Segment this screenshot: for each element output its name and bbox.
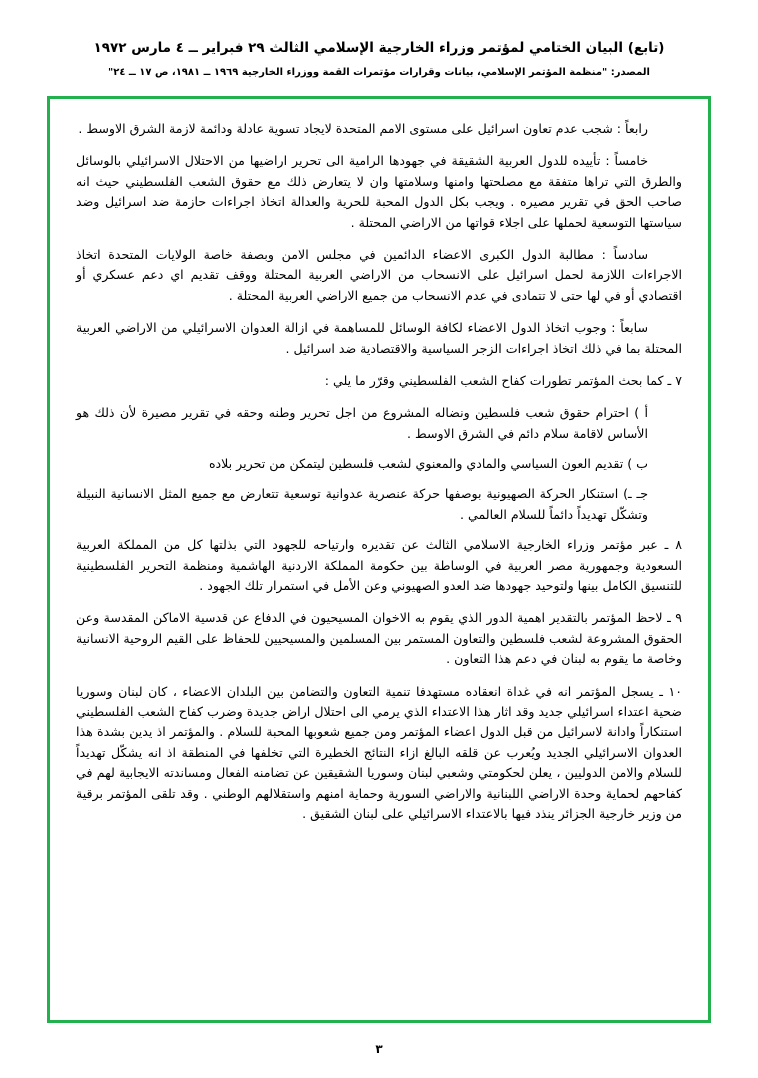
paragraph-sadisan: سادساً : مطالبة الدول الكبرى الاعضاء الدائمين في مجلس الامن وبصفة خاصة الولايات المتحدة اتخاذ الاجراءات اللازمة لحمل اسرائيل على الانسحاب من الاراضي العربية المحتلة ووقف تقديم اي دعم عسكري أو اقتصادي أو في لها حتى لا تتمادى في عدم الانسحاب من جميع الاراضي العربية المحتلة .: [76, 246, 682, 303]
paragraph-item-9: ٩ ـ لاحظ المؤتمر بالتقدير اهمية الدور الذي يقوم به الاخوان المسيحيون في الدفاع عن قدسية الاماكن المقدسة وعن الحقوق المشروعة لشعب فلسطين والتعاون المستمر بين المسلمين والمسيحيين للحفاظ على القيم الروحية الانسانية وخاصة ما يقوم به لبنان في دعم هذا التعاون .: [76, 610, 682, 667]
page-title: (تابع) البيان الختامي لمؤتمر وزراء الخارجية الإسلامي الثالث ٢٩ فبراير ــ ٤ مارس ١٩٧٢: [93, 40, 665, 56]
document-header: [0, 0, 758, 80]
paragraph-item-8: ٨ ـ عبر مؤتمر وزراء الخارجية الاسلامي الثالث عن تقديره وارتياحه للجهود التي بذلتها كل من المملكة العربية السعودية وجمهورية مصر العربية في الوساطة بين حكومة المملكة الاردنية الهاشمية ومنظمة التحرير الفلسطينية للتنسيق الكامل بينها ولتوحيد جهودها ضد العدو الصهيوني وعن الأمل في استمرار تلك الجهود .: [76, 537, 682, 594]
source-line: المصدر: "منظمة المؤتمر الإسلامي، بيانات وقرارات مؤتمرات القمة ووزراء الخارجية ١٩٦٩ ــ ١٩٨١، ص ١٧ ــ ٢٤": [108, 67, 650, 79]
paragraph-item-7b: ب ) تقديم العون السياسي والمادي والمعنوي لشعب فلسطين ليتمكن من تحرير بلاده: [208, 456, 648, 472]
page-number: ٣: [375, 1042, 383, 1056]
paragraph-item-7: ٧ ـ كما بحث المؤتمر تطورات كفاح الشعب الفلسطيني وقرّر ما يلي :: [324, 372, 682, 388]
document-body: [50, 99, 708, 1020]
paragraph-item-7a: أ ) احترام حقوق شعب فلسطين ونضاله المشروع من اجل تحرير وطنه وحقه في تقرير مصيرة لأن ذلك هو الأساس لاقامة سلام دائم في الشرق الاوسط .: [76, 405, 648, 441]
paragraph-sabian: سابعاً : وجوب اتخاذ الدول الاعضاء لكافة الوسائل للمساهمة في ازالة العدوان الاسرائيلي من الاراضي العربية المحتلة بما في ذلك اتخاذ اجراءات الزجر السياسية والاقتصادية ضد اسرائيل .: [76, 320, 682, 356]
paragraph-item-7c: جـ ـ) استنكار الحركة الصهيونية بوصفها حركة عنصرية عدوانية توسعية تتعارض مع جميع المثل الانسانية النبيلة وتشكّل تهديداً دائماً للسلام العالمي .: [76, 486, 648, 522]
paragraph-rabian: رابعاً : شجب عدم تعاون اسرائيل على مستوى الامم المتحدة لايجاد تسوية عادلة ودائمة لازمة الشرق الاوسط .: [78, 121, 648, 136]
paragraph-khamisan: خامساً : تأييده للدول العربية الشقيقة في جهودها الرامية الى تحرير اراضيها من الاحتلال الاسرائيلي بالوسائل والطرق التي تراها متفقة مع مصلحتها وامنها وسلامتها وان لا يتعارض ذلك مع حقوق الشعب الفلسطيني حيث انه صاحب الحق في تقرير مصيره . ويجب بكل الدول المحبة للحرية والعدالة اتخاذ اجراءات حازمة ضد اسرائيل وضد سياستها التوسعية لحملها على اجلاء قواتها من الاراضي المحتلة .: [76, 153, 682, 230]
paragraph-item-10: ١٠ ـ يسجل المؤتمر انه في غداة انعقاده مستهدفا تنمية التعاون والتضامن بين البلدان الاعضاء ، كان لبنان وسوريا ضحية اعتداء اسرائيلي جديد وقد اثار هذا الاعتداء الذي يرمي الى احتلال اراض جديدة وضرب كفاح الشعب الفلسطيني استنكاراً وادانة لاسرائيل من قبل الدول اعضاء المؤتمر ومن جميع شعوبها المحبة للسلام . والمؤتمر اذ يدين بشدة هذا العدوان الاسرائيلي الجديد ويُعرب عن قلقه البالغ ازاء النتائج الخطيرة التي تخلفها في المنطقة اذ انه يشكّل تهديداً للسلام والامن الدوليين ، يعلن لحكومتي وشعبي لبنان وسوريا الشقيقين عن تضامنه الفعال ومساندته الايجابية لهم في كفاحهم لحماية وحدة الاراضي اللبنانية والاراضي السورية وحماية امنهم واستقلالهم الوطني . وقد تلقى المؤتمر برقية من وزير خارجية الجزائر ينذد فيها بالاعتداء الاسرائيلي على لبنان الشقيق .: [76, 683, 682, 821]
content-frame: [47, 96, 711, 1023]
